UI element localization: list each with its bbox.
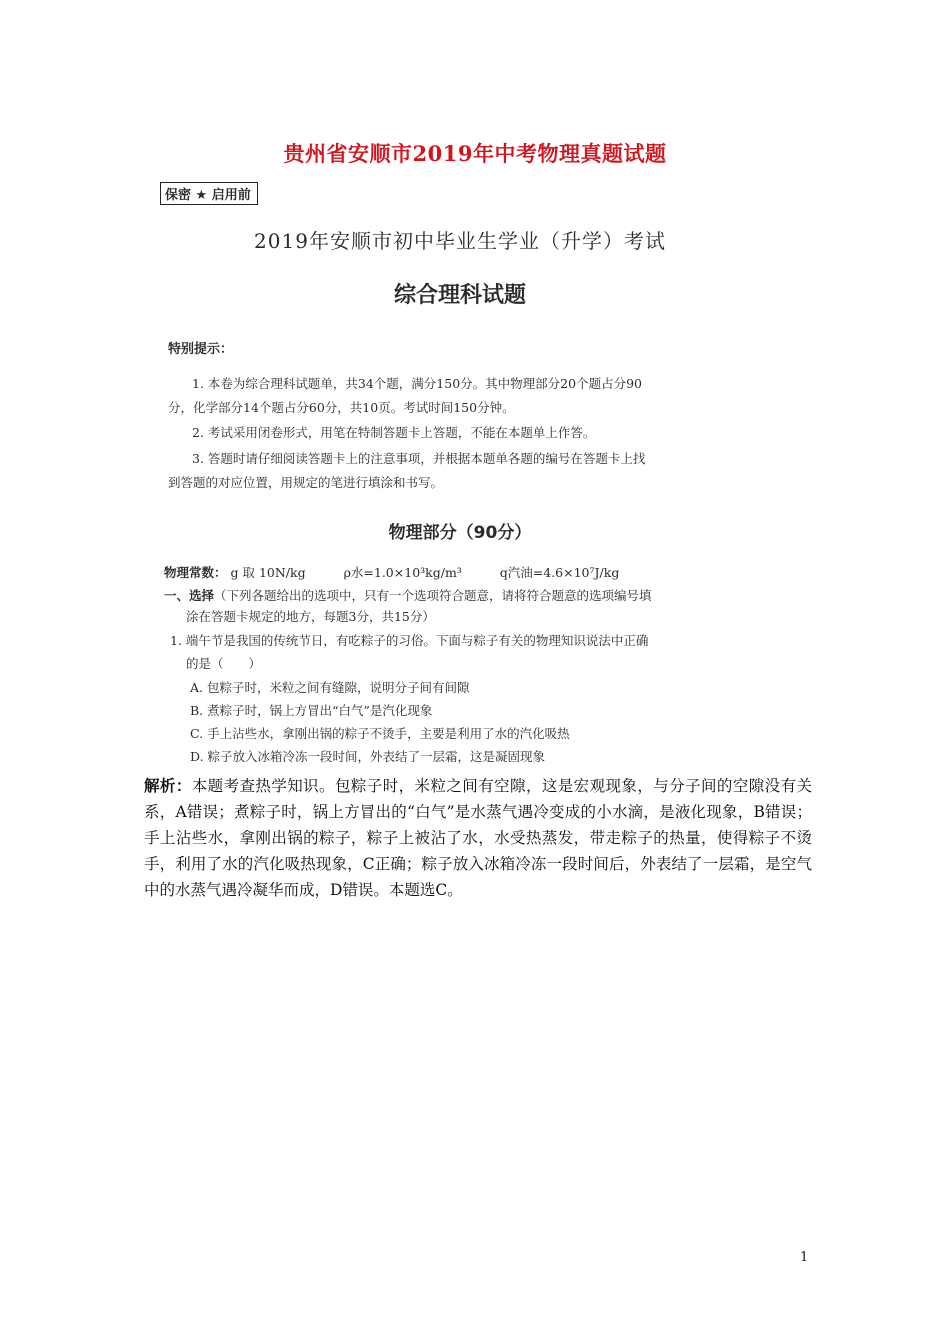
page-number: 1 [800,1250,809,1265]
choice-label: 一、选择 [164,588,215,603]
choice-instruction-cont: 涂在答题卡规定的地方，每题3分，共15分） [186,609,435,624]
constants-row [164,563,619,581]
analysis-text: 本题考查热学知识。包粽子时，米粒之间有空隙，这是宏观现象，与分子间的空隙没有关系，A错误；煮粽子时，锅上方冒出的“白气”是水蒸气遇冷变成的小水滴，是液化现象，B错误；手上沾些水，拿刚出锅的粽子，粽子上被沾了水，水受热蒸发，带走粽子的热量，使得粽子不烫手，利用了水的汽化吸热现象，C正确；粽子放入冰箱冷冻一段时间后，外表结了一层霜，是空气中的水蒸气遇冷凝华而成，D错误。本题选C。 [144,777,812,899]
option-d: D. 粽子放入冰箱冷冻一段时间，外表结了一层霜，这是凝固现象 [190,749,546,764]
question-1-stem-cont: 的是（ ） [186,656,262,671]
constant-rho: ρ水=1.0×10³kg/m³ [343,565,462,580]
constant-g: g 取 10N/kg [230,565,306,580]
option-a: A. 包粽子时，米粒之间有缝隙，说明分子间有间隙 [190,680,470,695]
notice-line: 到答题的对应位置，用规定的笔进行填涂和书写。 [168,475,444,490]
analysis-label: 解析： [144,776,192,795]
notice-line: 3. 答题时请仔细阅读答题卡上的注意事项，并根据本题单各题的编号在答题卡上找 [192,451,646,466]
scanned-exam-image [160,178,760,773]
constant-q: q汽油=4.6×10⁷J/kg [499,565,620,580]
option-b: B. 煮粽子时，锅上方冒出“白气”是汽化现象 [190,703,433,718]
notice-line: 2. 考试采用闭卷形式，用笔在特制答题卡上答题，不能在本题单上作答。 [192,425,596,440]
subject-title: 综合理科试题 [393,283,526,308]
notice-label: 特别提示： [168,342,234,357]
question-1-stem: 1. 端午节是我国的传统节日，有吃粽子的习俗。下面与粽子有关的物理知识说法中正确 [170,633,649,648]
confidential-stamp: 保密 ★ 启用前 [160,182,258,205]
constants-label: 物理常数： [164,565,227,580]
analysis-paragraph [144,773,812,903]
notice-line: 分，化学部分14个题占分60分，共10页。考试时间150分钟。 [168,400,515,415]
notice-line: 1. 本卷为综合理科试题单，共34个题，满分150分。其中物理部分20个题占分90 [192,376,642,391]
exam-name: 2019年安顺市初中毕业生学业（升学）考试 [254,229,666,253]
document-title: 贵州省安顺市2019年中考物理真题试题 [283,141,667,166]
choice-instruction: （下列各题给出的选项中，只有一个选项符合题意，请将符合题意的选项编号填 [214,588,652,603]
section-title: 物理部分（90分） [388,523,532,543]
option-c: C. 手上沾些水，拿刚出锅的粽子不烫手，主要是利用了水的汽化吸热 [190,726,570,741]
choice-header [164,586,652,604]
